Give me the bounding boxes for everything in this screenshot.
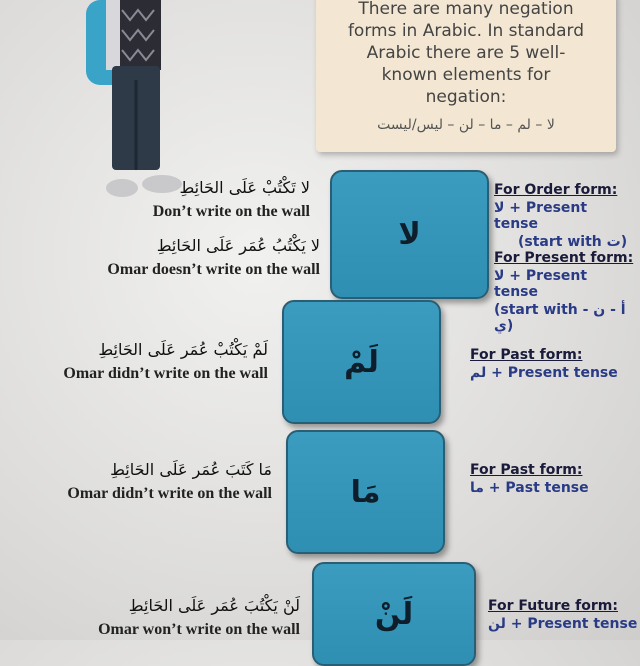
note-line: negation: (425, 87, 507, 107)
rule-past-form-lam (470, 347, 630, 381)
particle-card-ma: مَا (286, 430, 445, 554)
english-translation: Omar didn’t write on the wall (63, 365, 268, 382)
arabic-sentence: مَا كَتَبَ عُمَر عَلَى الحَائِطِ (110, 460, 272, 479)
particle-card-lan: لَنْ (312, 562, 476, 666)
boy-with-backpack-illustration (84, 0, 194, 205)
rule-title: For Order form: (494, 182, 618, 198)
example-la-present (107, 236, 320, 279)
english-translation: Don’t write on the wall (152, 203, 310, 220)
rule-formula: لن + Present tense (488, 616, 638, 632)
example-la-order (153, 178, 310, 221)
english-translation: Omar doesn’t write on the wall (107, 261, 320, 278)
rule-order-form (494, 182, 634, 250)
arabic-sentence: لا يَكْتُبُ عُمَر عَلَى الحَائِطِ (156, 236, 320, 255)
rule-past-form-ma (470, 462, 630, 496)
note-line: forms in Arabic. In standard (347, 21, 585, 41)
example-ma (67, 460, 272, 503)
particle-card-lam: لَمْ (282, 300, 441, 424)
rule-formula: لا + Present tense (494, 200, 588, 232)
rule-title: For Present form: (494, 250, 634, 266)
example-lan (98, 596, 300, 639)
arabic-sentence: لا تَكْتُبْ عَلَى الحَائِطِ (179, 178, 310, 197)
rule-note: (start with ت) (518, 234, 628, 250)
rule-present-form (494, 250, 634, 334)
particle-card-la: لا (330, 170, 489, 299)
english-translation: Omar won’t write on the wall (98, 621, 300, 638)
intro-note (316, 0, 616, 152)
rule-future-form (488, 598, 638, 632)
rule-formula: لم + Present tense (470, 365, 618, 381)
rule-title: For Past form: (470, 462, 583, 478)
rule-title: For Future form: (488, 598, 618, 614)
arabic-sentence: لَنْ يَكْتُبَ عُمَر عَلَى الحَائِطِ (128, 596, 300, 615)
english-translation: Omar didn’t write on the wall (67, 485, 272, 502)
rule-formula: ما + Past tense (470, 480, 589, 496)
note-line: There are many negation (358, 0, 574, 19)
arabic-sentence: لَمْ يَكْتُبْ عُمَر عَلَى الحَائِطِ (98, 340, 268, 359)
arm (106, 0, 120, 70)
rule-note: (start with أ - ن - ي) (494, 302, 626, 334)
example-lam (63, 340, 268, 383)
rule-title: For Past form: (470, 347, 583, 363)
note-line: Arabic there are 5 well- (366, 43, 566, 63)
left-shoe (106, 179, 138, 197)
note-line: known elements for (381, 65, 551, 85)
negation-elements-list: لا – لم – ما – لن – ليس/ليست (377, 117, 555, 133)
rule-formula: لا + Present tense (494, 268, 588, 300)
